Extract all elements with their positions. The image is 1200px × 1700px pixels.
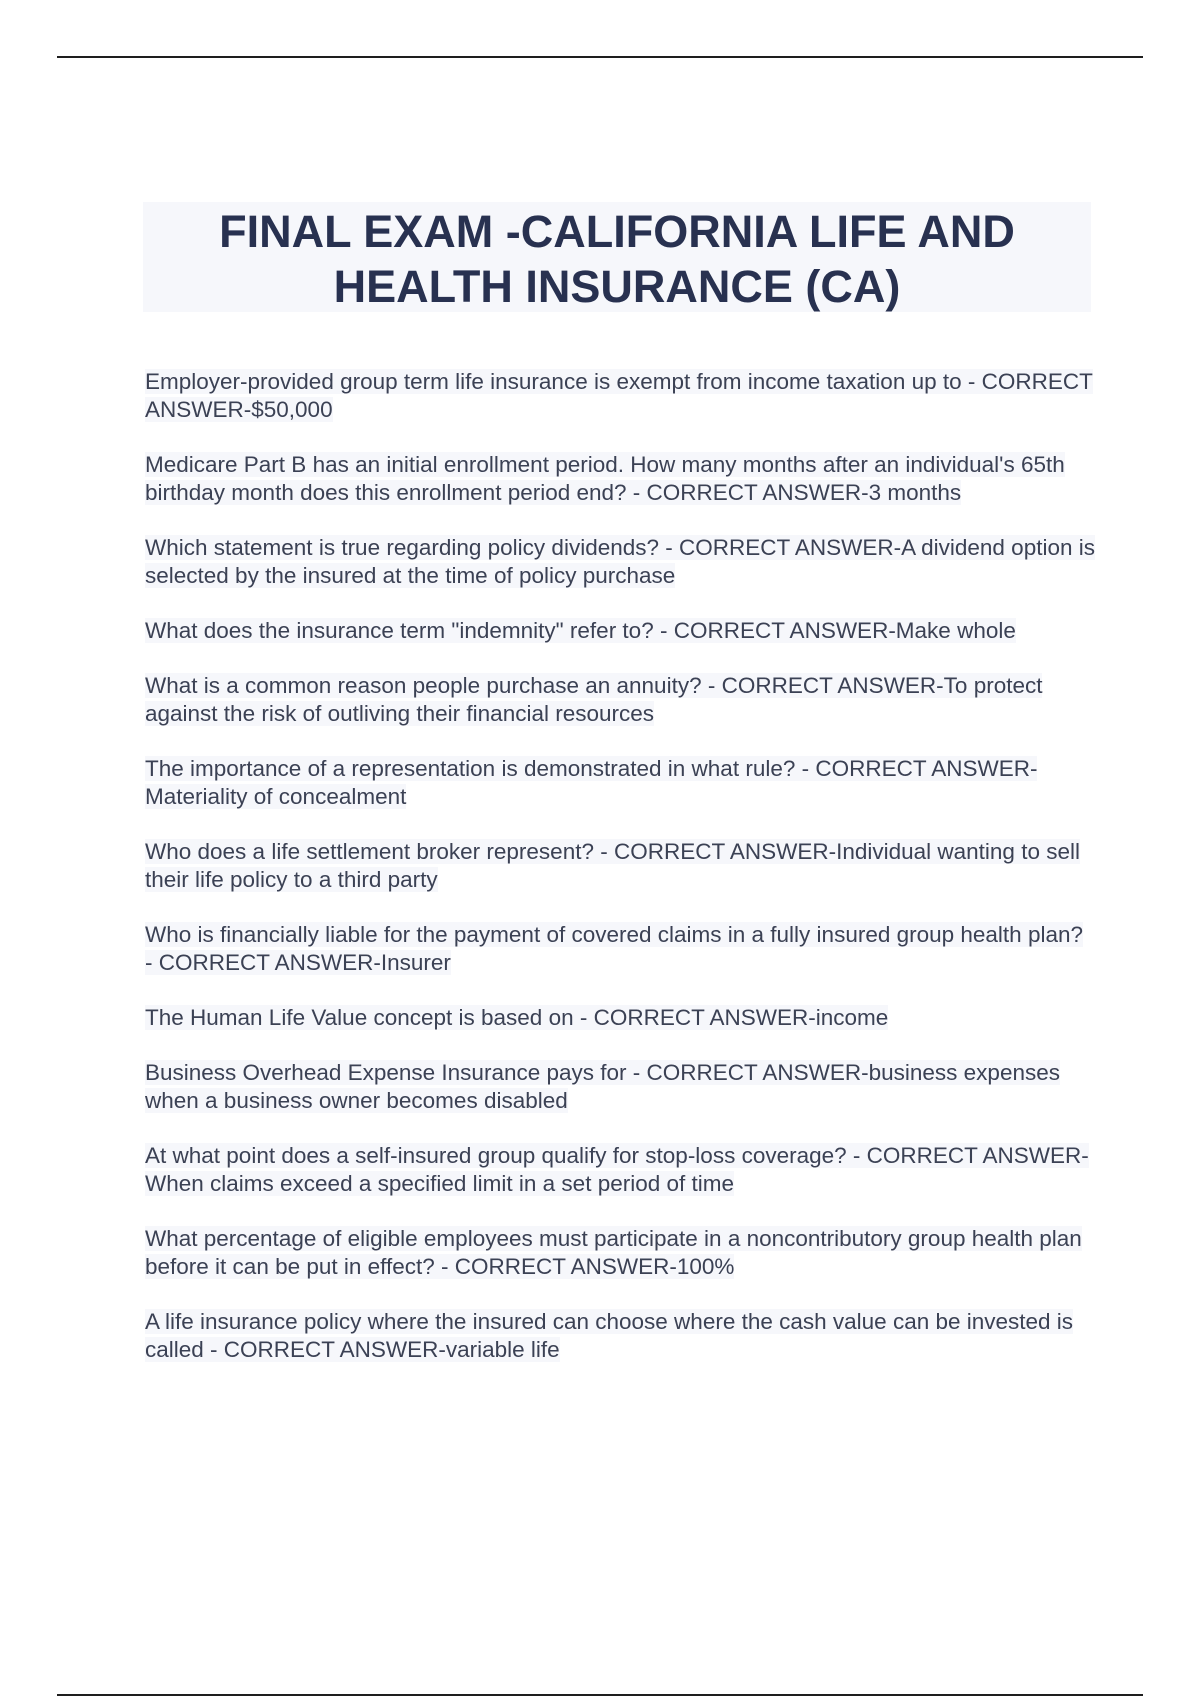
question-answer-list [145,368,1095,1391]
qa-text: Medicare Part B has an initial enrollment period. How many months after an individual's 65th birthday month does this enrollment period end? - CORRECT ANSWER-3 months [145,452,1065,505]
qa-text: The Human Life Value concept is based on - CORRECT ANSWER-income [145,1005,889,1030]
qa-item-3 [145,534,1095,590]
qa-item-2 [145,451,1095,507]
qa-text: A life insurance policy where the insured can choose where the cash value can be invested is called - CORRECT ANSWER-variable life [145,1309,1074,1362]
qa-item-11 [145,1142,1095,1198]
qa-text: Which statement is true regarding policy dividends? - CORRECT ANSWER-A dividend option is selected by the insured at the time of policy purchase [145,535,1095,588]
qa-item-6 [145,755,1095,811]
qa-text: What percentage of eligible employees must participate in a noncontributory group health plan before it can be put in effect? - CORRECT ANSWER-100% [145,1226,1082,1279]
qa-text: Who is financially liable for the payment of covered claims in a fully insured group health plan? - CORRECT ANSWER-Insurer [145,922,1084,975]
qa-item-9 [145,1004,1095,1032]
qa-text: What is a common reason people purchase an annuity? - CORRECT ANSWER-To protect against the risk of outliving their financial resources [145,673,1043,726]
document-title: FINAL EXAM -CALIFORNIA LIFE AND HEALTH INSURANCE (CA) [219,206,1015,312]
qa-text: Employer-provided group term life insurance is exempt from income taxation up to - CORRECT ANSWER-$50,000 [145,369,1093,422]
qa-item-13 [145,1308,1095,1364]
qa-item-4 [145,617,1095,645]
header-rule [57,56,1143,58]
qa-item-1 [145,368,1095,424]
qa-text: Business Overhead Expense Insurance pays for - CORRECT ANSWER-business expenses when a business owner becomes disabled [145,1060,1060,1113]
qa-item-10 [145,1059,1095,1115]
footer-rule [57,1694,1143,1696]
qa-text: What does the insurance term "indemnity" refer to? - CORRECT ANSWER-Make whole [145,618,1016,643]
qa-item-12 [145,1225,1095,1281]
qa-item-7 [145,838,1095,894]
qa-text: Who does a life settlement broker represent? - CORRECT ANSWER-Individual wanting to sell their life policy to a third party [145,839,1080,892]
qa-item-8 [145,921,1095,977]
qa-text: At what point does a self-insured group qualify for stop-loss coverage? - CORRECT ANSWER-When claims exceed a specified limit in a set period of time [145,1143,1089,1196]
qa-item-5 [145,672,1095,728]
qa-text: The importance of a representation is demonstrated in what rule? - CORRECT ANSWER-Materiality of concealment [145,756,1038,809]
